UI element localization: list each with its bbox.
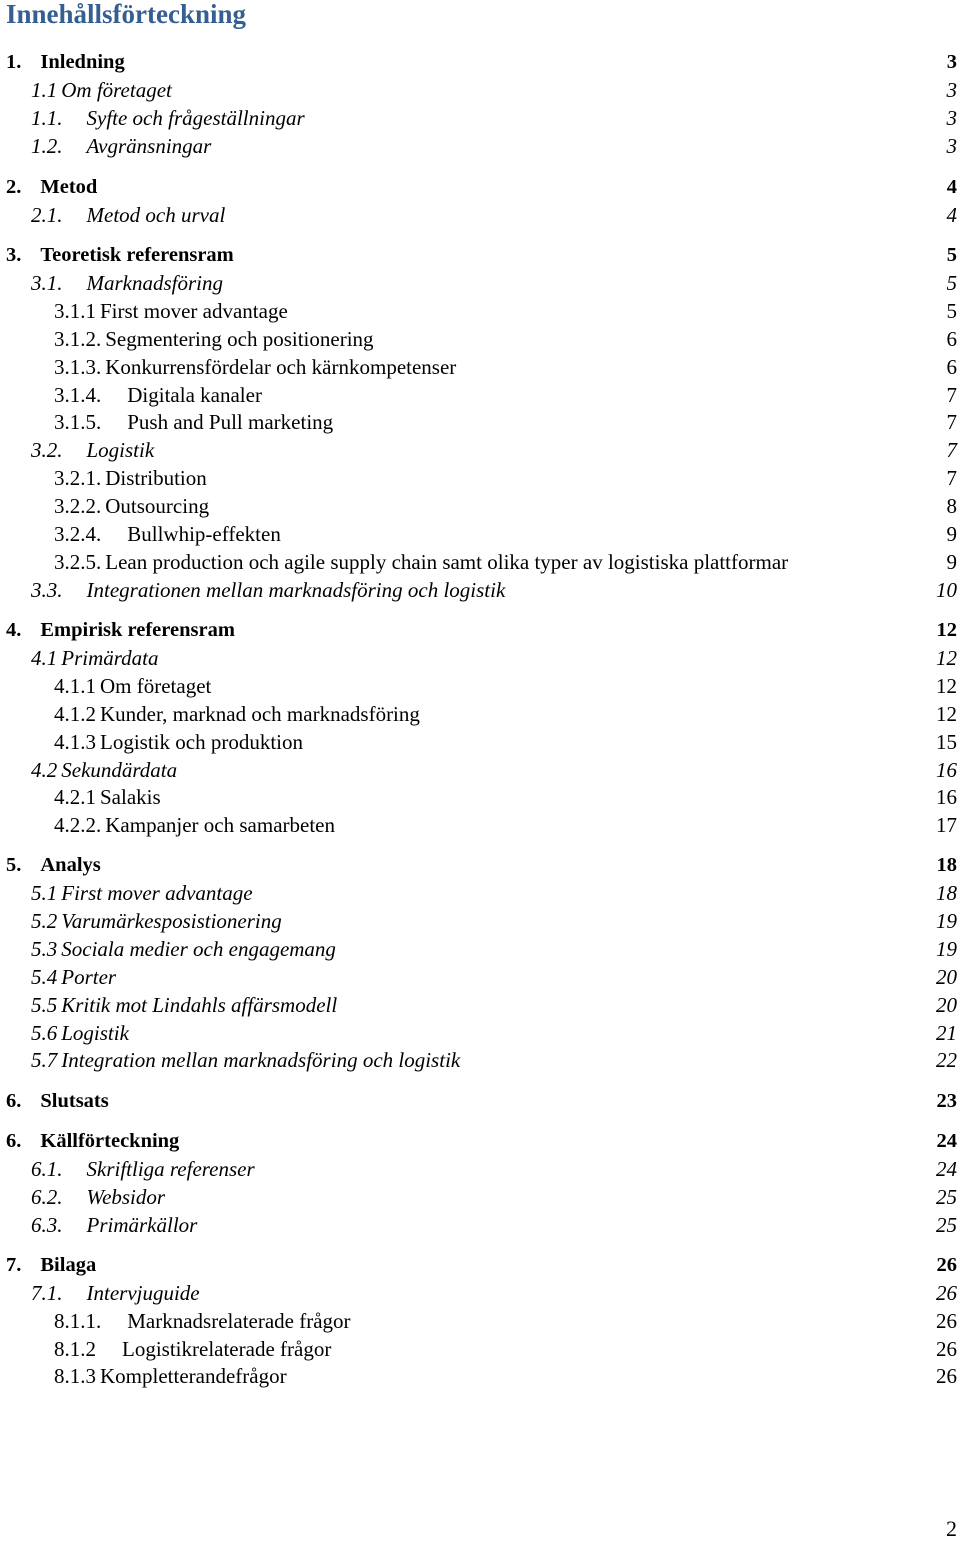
- toc-entry-label: Skriftliga referenser: [86, 1157, 255, 1181]
- toc-entry[interactable]: [0, 756, 960, 784]
- toc-entry[interactable]: [0, 1211, 960, 1239]
- toc-entry-label: Bilaga: [40, 1254, 97, 1276]
- toc-entry-title: [31, 963, 116, 991]
- toc-entry-number: 2.: [6, 176, 22, 198]
- toc-entry[interactable]: [0, 700, 960, 728]
- toc-entry-number: 5.5: [31, 993, 58, 1017]
- toc-entry-label: Marknadsrelaterade frågor: [127, 1309, 351, 1333]
- toc-entry-number: 5.: [6, 854, 22, 876]
- toc-entry[interactable]: [0, 576, 960, 604]
- toc-entry-number: 6.3.: [31, 1213, 63, 1237]
- toc-entry-number: 3.3.: [31, 578, 63, 602]
- toc-entry-label: Kompletterandefrågor: [100, 1364, 287, 1388]
- toc-entry-label: Integration mellan marknadsföring och logistik: [61, 1048, 461, 1072]
- toc-entry-page: 20: [936, 993, 957, 1017]
- toc-entry[interactable]: [0, 1183, 960, 1211]
- toc-entry-title: [31, 1046, 460, 1074]
- toc-entry-label: Avgränsningar: [86, 134, 212, 158]
- toc-entry-label: Teoretisk referensram: [40, 244, 234, 266]
- toc-entry-label: Metod: [40, 176, 98, 198]
- toc-entry-page: 18: [936, 854, 957, 876]
- toc-entry-page: 25: [936, 1185, 957, 1209]
- toc-entry-title: [31, 436, 154, 464]
- toc-entry-page: 10: [936, 578, 957, 602]
- toc-entry[interactable]: [0, 1307, 960, 1335]
- toc-entry-page: 24: [936, 1157, 957, 1181]
- toc-entry[interactable]: [0, 811, 960, 839]
- toc-entry[interactable]: [0, 48, 960, 76]
- toc-entry[interactable]: [0, 520, 960, 548]
- toc-entry-page: 6: [946, 355, 957, 379]
- toc-entry[interactable]: [0, 991, 960, 1019]
- toc-entry-number: 4.1.2: [54, 702, 96, 726]
- toc-entry-number: 6.1.: [31, 1157, 63, 1181]
- toc-entry-label: Porter: [61, 965, 117, 989]
- toc-entry-page: 24: [936, 1130, 957, 1152]
- toc-entry-number: 7.: [6, 1254, 22, 1276]
- toc-entry[interactable]: [0, 132, 960, 160]
- toc-entry-page: 6: [946, 327, 957, 351]
- toc-entry-number: 4.2.2.: [54, 813, 102, 837]
- toc-entry-page: 9: [946, 550, 957, 574]
- toc-entry-label: Om företaget: [100, 674, 212, 698]
- toc-entry-page: 19: [936, 937, 957, 961]
- toc-entry-label: Logistik: [61, 1021, 129, 1045]
- toc-entry[interactable]: [0, 879, 960, 907]
- toc-entry-title: [54, 297, 288, 325]
- toc-entry[interactable]: [0, 201, 960, 229]
- toc-entry[interactable]: [0, 269, 960, 297]
- toc-entry-number: 3.2.1.: [54, 466, 102, 490]
- toc-entry-label: Kampanjer och samarbeten: [105, 813, 335, 837]
- toc-entry-label: Metod och urval: [86, 203, 226, 227]
- toc-entry-title: [6, 1127, 179, 1155]
- toc-entry[interactable]: [0, 1046, 960, 1074]
- toc-entry[interactable]: [0, 241, 960, 269]
- toc-entry-page: 4: [946, 176, 957, 198]
- toc-entry-number: 3.2.: [31, 438, 63, 462]
- toc-entry-title: [6, 1251, 96, 1279]
- toc-entry-label: Distribution: [105, 466, 207, 490]
- toc-entry-page: 3: [946, 134, 957, 158]
- toc-entry-page: 26: [936, 1254, 957, 1276]
- toc-entry-page: 12: [936, 646, 957, 670]
- toc-entry-label: Primärkällor: [86, 1213, 198, 1237]
- toc-entry-title: [31, 756, 177, 784]
- toc-entry-title: [6, 241, 234, 269]
- toc-entry-page: 5: [946, 299, 957, 323]
- toc-entry-label: Sociala medier och engagemang: [61, 937, 336, 961]
- toc-entry-page: 5: [946, 271, 957, 295]
- toc-entry-label: Integrationen mellan marknadsföring och logistik: [86, 578, 506, 602]
- toc-entry-number: 4.1: [31, 646, 58, 670]
- toc-entry-label: Logistik: [86, 438, 155, 462]
- toc-entry-number: 4.1.1: [54, 674, 96, 698]
- toc-entry-title: [54, 408, 333, 436]
- toc-entry-label: Kunder, marknad och marknadsföring: [100, 702, 420, 726]
- toc-entry-label: Kritik mot Lindahls affärsmodell: [61, 993, 338, 1017]
- toc-entry-page: 5: [946, 244, 957, 266]
- toc-entry-title: [31, 76, 172, 104]
- toc-entry[interactable]: [0, 297, 960, 325]
- toc-entry-number: 6.: [6, 1130, 22, 1152]
- toc-entry-page: 9: [946, 522, 957, 546]
- toc-entry-page: 19: [936, 909, 957, 933]
- toc-entry[interactable]: [0, 325, 960, 353]
- toc-entry-number: 7.1.: [31, 1281, 63, 1305]
- toc-entry-number: 4.: [6, 619, 22, 641]
- toc-entry-title: [31, 132, 211, 160]
- toc-entry-page: 23: [936, 1090, 957, 1112]
- toc-entry-number: 3.1.: [31, 271, 63, 295]
- toc-entry-number: 5.6: [31, 1021, 58, 1045]
- toc-entry-page: 16: [936, 785, 957, 809]
- toc-entry[interactable]: [0, 963, 960, 991]
- toc-entry-page: 12: [936, 702, 957, 726]
- toc-heading: Innehållsförteckning: [6, 0, 247, 29]
- toc-entry[interactable]: [0, 1362, 960, 1390]
- toc-entry-number: 3.1.4.: [54, 383, 102, 407]
- toc-entry-title: [31, 1279, 200, 1307]
- toc-entry-title: [31, 576, 505, 604]
- toc-entry-title: [54, 783, 161, 811]
- toc-entry-title: [31, 935, 336, 963]
- toc-entry-label: Konkurrensfördelar och kärnkompetenser: [105, 355, 457, 379]
- toc-entry[interactable]: [0, 1335, 960, 1363]
- toc-entry-title: [6, 173, 97, 201]
- page-number: 2: [946, 1516, 957, 1541]
- toc-entry-number: 5.2: [31, 909, 58, 933]
- toc-entry-label: Digitala kanaler: [127, 383, 262, 407]
- toc-entry[interactable]: [0, 1087, 960, 1115]
- toc-entry-page: 20: [936, 965, 957, 989]
- toc-entry-number: 4.2.1: [54, 785, 96, 809]
- toc-entry[interactable]: [0, 672, 960, 700]
- toc-entry-number: 3.1.5.: [54, 410, 102, 434]
- toc-entry-number: 6.: [6, 1090, 22, 1112]
- toc-entry-page: 26: [936, 1281, 957, 1305]
- toc-entry-title: [54, 728, 303, 756]
- toc-entry[interactable]: [0, 616, 960, 644]
- toc-entry-page: 12: [936, 619, 957, 641]
- toc-entry-title: [31, 879, 253, 907]
- toc-entry-label: Intervjuguide: [86, 1281, 200, 1305]
- toc-entry-page: 21: [936, 1021, 957, 1045]
- toc-entry-page: 25: [936, 1213, 957, 1237]
- toc-entry-label: Källförteckning: [40, 1130, 180, 1152]
- toc-entry-number: 3.1.1: [54, 299, 96, 323]
- toc-entry[interactable]: [0, 907, 960, 935]
- toc-entry-title: [54, 1335, 331, 1363]
- toc-entry-number: 3.1.2.: [54, 327, 102, 351]
- toc-entry-label: First mover advantage: [100, 299, 288, 323]
- toc-entry-label: Om företaget: [61, 78, 172, 102]
- toc-entry-label: Inledning: [40, 51, 125, 73]
- toc-entry-title: [31, 1183, 165, 1211]
- toc-entry[interactable]: [0, 1251, 960, 1279]
- toc-entry-number: 8.1.1.: [54, 1309, 102, 1333]
- toc-entry-title: [54, 1362, 287, 1390]
- toc-entry-page: 26: [936, 1337, 957, 1361]
- toc-entry-title: [54, 548, 788, 576]
- toc-entry-number: 3.1.3.: [54, 355, 102, 379]
- toc-entry-label: Varumärkesposistionering: [61, 909, 282, 933]
- toc-entry-label: Logistikrelaterade frågor: [122, 1337, 332, 1361]
- toc-entry-label: Marknadsföring: [86, 271, 223, 295]
- toc-entry-number: 2.1.: [31, 203, 63, 227]
- toc-entry[interactable]: [0, 173, 960, 201]
- toc-entry-label: Push and Pull marketing: [127, 410, 334, 434]
- toc-entry-title: [31, 644, 158, 672]
- toc-entry-page: 26: [936, 1309, 957, 1333]
- toc-entry-label: Syfte och frågeställningar: [86, 106, 305, 130]
- toc-entry-label: Empirisk referensram: [40, 619, 235, 641]
- toc-entry-page: 12: [936, 674, 957, 698]
- toc-entry[interactable]: [0, 783, 960, 811]
- toc-entry-label: Sekundärdata: [61, 758, 178, 782]
- toc-entry-number: 5.1: [31, 881, 58, 905]
- toc-entry-page: 15: [936, 730, 957, 754]
- toc-entry-title: [6, 48, 125, 76]
- toc-entry-page: 7: [946, 383, 957, 407]
- toc-entry-label: Bullwhip-effekten: [127, 522, 281, 546]
- toc-entry-number: 6.2.: [31, 1185, 63, 1209]
- toc-entry-page: 7: [946, 466, 957, 490]
- toc-entry-title: [31, 269, 223, 297]
- toc-entry-page: 3: [946, 106, 957, 130]
- toc-entry-page: 8: [946, 494, 957, 518]
- toc-entry[interactable]: [0, 1155, 960, 1183]
- toc-entry-page: 16: [936, 758, 957, 782]
- toc-entry[interactable]: [0, 851, 960, 879]
- toc-entry-title: [54, 492, 209, 520]
- toc-entry[interactable]: [0, 644, 960, 672]
- toc-entry-page: 22: [936, 1048, 957, 1072]
- toc-entry-title: [31, 1155, 255, 1183]
- toc-entry[interactable]: [0, 353, 960, 381]
- toc-entry-page: 7: [946, 438, 957, 462]
- toc-entry-number: 1.2.: [31, 134, 63, 158]
- toc-entry[interactable]: [0, 548, 960, 576]
- toc-entry-number: 3.: [6, 244, 22, 266]
- toc-entry-label: Slutsats: [40, 1090, 109, 1112]
- toc-entry-title: [54, 325, 374, 353]
- toc-entry-number: 4.1.3: [54, 730, 96, 754]
- toc-entry-number: 3.2.4.: [54, 522, 102, 546]
- toc-entry-number: 5.3: [31, 937, 58, 961]
- toc-entry-title: [54, 464, 207, 492]
- toc-entry-title: [54, 520, 281, 548]
- toc-entry[interactable]: [0, 492, 960, 520]
- toc-entry[interactable]: [0, 464, 960, 492]
- toc-entry-label: Salakis: [100, 785, 161, 809]
- toc-entry[interactable]: [0, 1127, 960, 1155]
- toc-entry-number: 3.2.2.: [54, 494, 102, 518]
- toc-entry[interactable]: [0, 381, 960, 409]
- toc-entry-label: Primärdata: [61, 646, 159, 670]
- toc-entry-title: [31, 991, 337, 1019]
- toc-entry-number: 1.1: [31, 78, 58, 102]
- toc-entry[interactable]: [0, 1019, 960, 1047]
- toc-entry-number: 1.: [6, 51, 22, 73]
- toc-entry-title: [31, 201, 225, 229]
- toc-entry-number: 8.1.2: [54, 1337, 96, 1361]
- toc-entry-number: 8.1.3: [54, 1364, 96, 1388]
- toc-entry-page: 3: [946, 51, 957, 73]
- toc-entry-label: Lean production och agile supply chain samt olika typer av logistiska plattformar: [105, 550, 789, 574]
- toc-entry-number: 5.7: [31, 1048, 58, 1072]
- toc-entry-title: [54, 353, 456, 381]
- toc-entry[interactable]: [0, 1279, 960, 1307]
- toc-entry-title: [6, 851, 101, 879]
- toc-entry-title: [6, 616, 235, 644]
- toc-entry-title: [54, 381, 262, 409]
- toc-entry-page: 4: [946, 203, 957, 227]
- toc-entry-page: 18: [936, 881, 957, 905]
- toc-entry-label: Analys: [40, 854, 101, 876]
- toc-entry-number: 3.2.5.: [54, 550, 102, 574]
- toc-entry-title: [31, 907, 282, 935]
- toc-entry-title: [54, 672, 211, 700]
- toc-entry-title: [31, 104, 305, 132]
- toc-entry[interactable]: [0, 408, 960, 436]
- toc-entry-page: 7: [946, 410, 957, 434]
- toc-entry-number: 5.4: [31, 965, 58, 989]
- toc-entry-label: Outsourcing: [105, 494, 210, 518]
- toc-entry-label: Logistik och produktion: [100, 730, 303, 754]
- toc-entry[interactable]: [0, 728, 960, 756]
- toc-entry-label: First mover advantage: [61, 881, 253, 905]
- toc-entry-title: [54, 1307, 351, 1335]
- toc-entry-title: [31, 1211, 197, 1239]
- toc-entry-page: 17: [936, 813, 957, 837]
- toc-entry-title: [54, 811, 335, 839]
- toc-entry[interactable]: [0, 935, 960, 963]
- toc-entry-title: [6, 1087, 109, 1115]
- toc-entry-page: 26: [936, 1364, 957, 1388]
- toc-entry-title: [31, 1019, 129, 1047]
- toc-entry[interactable]: [0, 76, 960, 104]
- toc-entry[interactable]: [0, 436, 960, 464]
- toc-entry-page: 3: [946, 78, 957, 102]
- toc-entry-label: Websidor: [86, 1185, 166, 1209]
- toc-entry-label: Segmentering och positionering: [105, 327, 374, 351]
- toc-entry-title: [54, 700, 420, 728]
- toc-entry-number: 4.2: [31, 758, 58, 782]
- toc-entry[interactable]: [0, 104, 960, 132]
- toc-entry-number: 1.1.: [31, 106, 63, 130]
